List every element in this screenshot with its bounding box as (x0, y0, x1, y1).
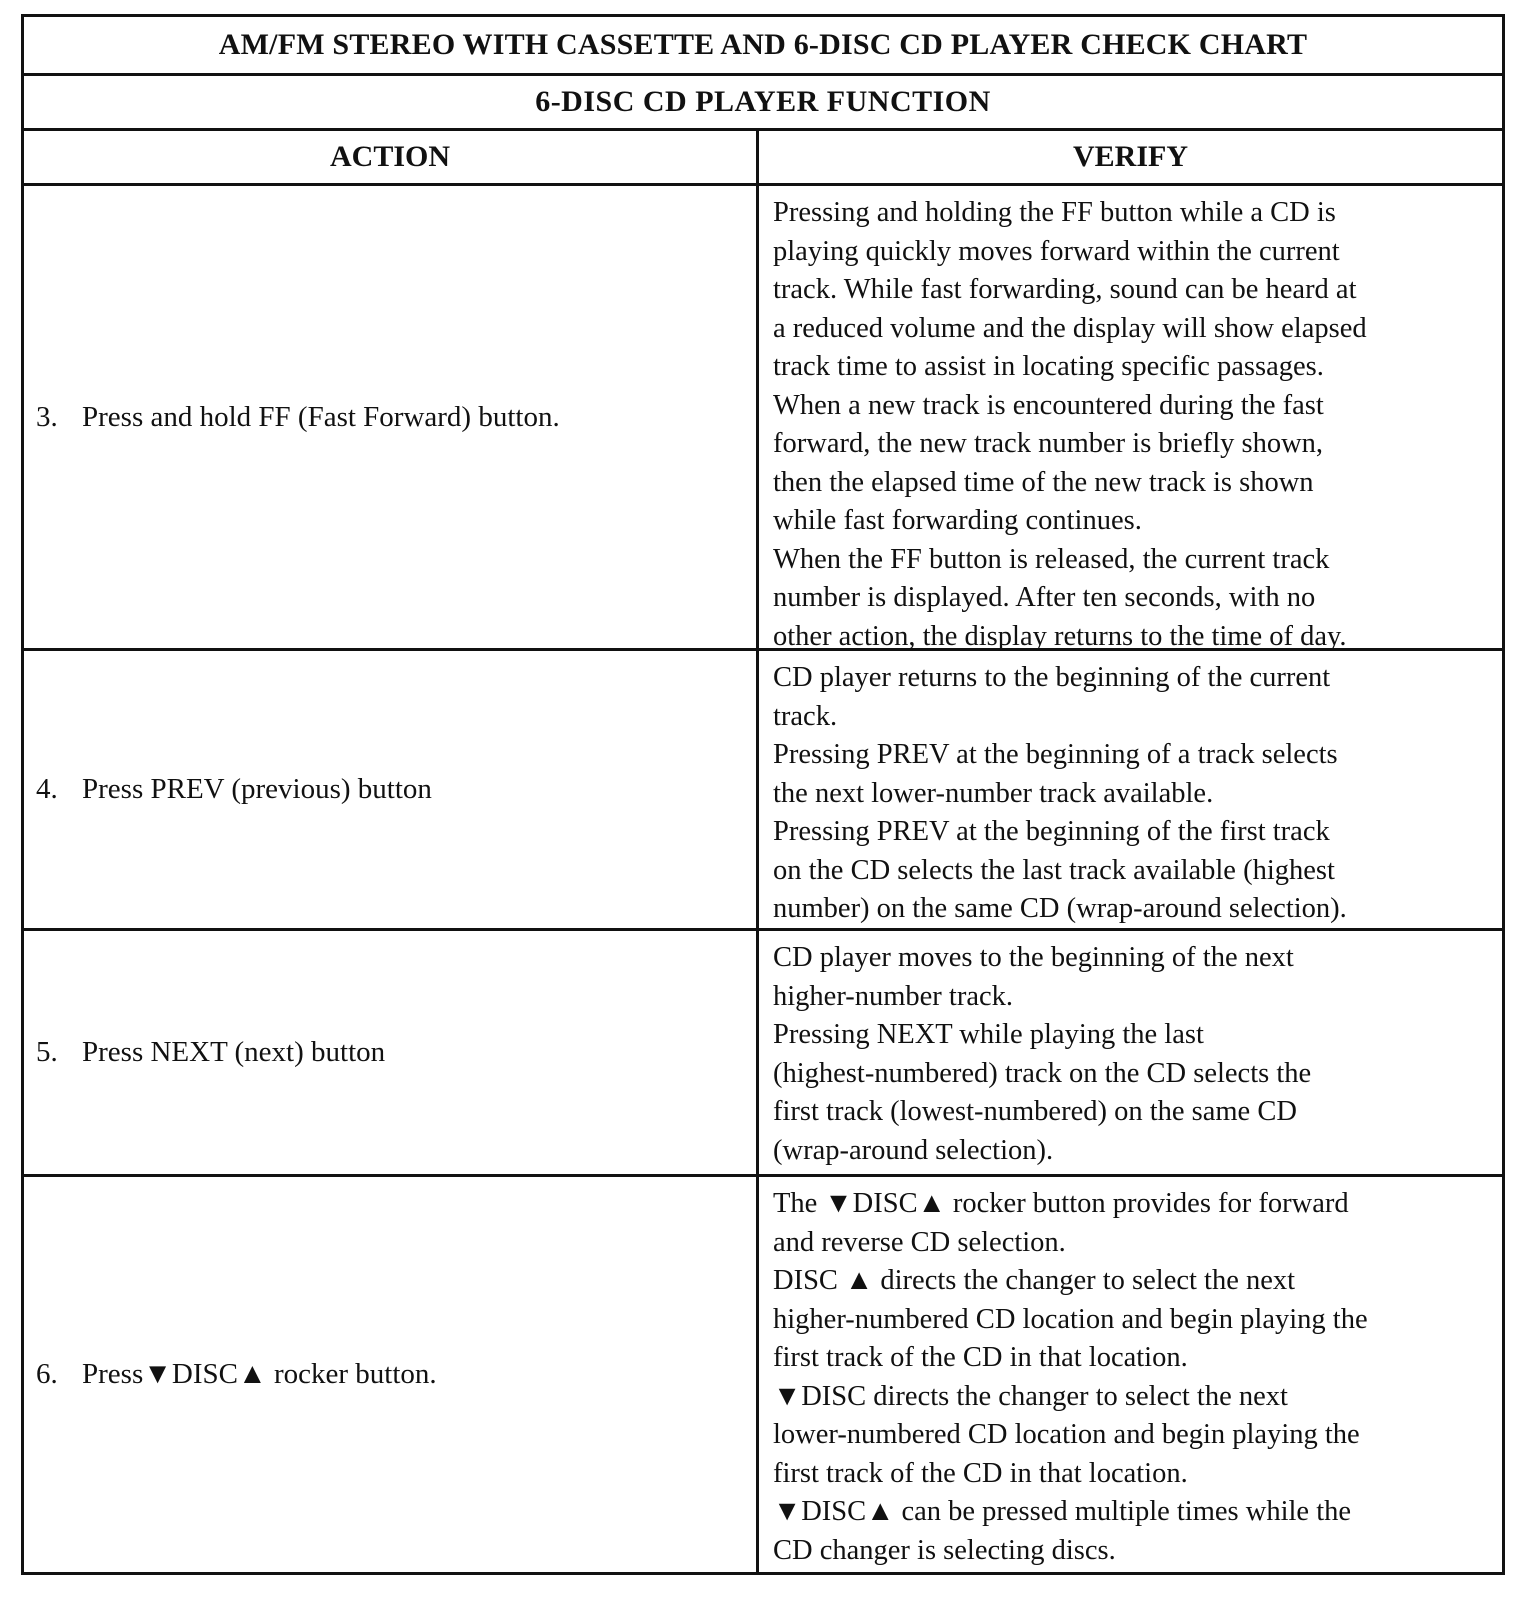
table-row (24, 651, 1502, 931)
action-cell (24, 186, 759, 648)
verify-cell (759, 186, 1502, 652)
table-row (24, 1177, 1502, 1572)
verify-text: CD player moves to the beginning of the next higher-number track. Pressing NEXT while playing the last (highest-numbered) track on the CD selects the first track (lowest-numbered) on the same CD (wrap-around selection). (773, 942, 1312, 1166)
action-text: Press▼DISC▲ rocker button. (82, 1358, 437, 1390)
chart-title: AM/FM STEREO WITH CASSETTE AND 6-DISC CD PLAYER CHECK CHART (24, 17, 1502, 76)
action-cell (24, 651, 759, 928)
step-number: 5. (36, 1036, 58, 1068)
action-text: Press PREV (previous) button (82, 773, 432, 805)
verify-cell (759, 651, 1502, 928)
action-cell (24, 1177, 759, 1572)
action-text: Press NEXT (next) button (82, 1036, 386, 1068)
step-number: 6. (36, 1358, 58, 1390)
verify-text: CD player returns to the beginning of the current track. Pressing PREV at the beginning of a track selects the next lower-number track available. Pressing PREV at the beginning of the first track on the CD selects the last track available (highest number) on the same CD (wrap-around selection). (773, 662, 1347, 924)
step-number: 4. (36, 773, 58, 805)
column-header-row (24, 131, 1502, 186)
table-row (24, 931, 1502, 1177)
verify-column-header: VERIFY (1072, 140, 1188, 173)
action-text: Press and hold FF (Fast Forward) button. (82, 400, 560, 433)
verify-cell (759, 1177, 1502, 1572)
step-number: 3. (36, 400, 58, 433)
table-row (24, 186, 1502, 651)
action-cell (24, 931, 759, 1174)
action-column-header: ACTION (24, 131, 759, 183)
check-chart-table (21, 14, 1505, 1575)
chart-subtitle: 6-DISC CD PLAYER FUNCTION (24, 76, 1502, 131)
verify-text: The ▼DISC▲ rocker button provides for forward and reverse CD selection. DISC ▲ directs the changer to select the next higher-numbered CD location and begin playing the first track of the CD in that location. ▼DISC directs the changer to select the next lower-numbered CD location and begin playing the first track of the CD in that location. ▼DISC▲ can be pressed multiple times while the CD changer is selecting discs. (773, 1188, 1368, 1566)
verify-text: Pressing and holding the FF button while a CD is playing quickly moves forward within the current track. While fast forwarding, sound can be heard at a reduced volume and the display will show elapsed track time to assist in locating specific passages. When a new track is encountered during the fast forward, the new track number is briefly shown, then the elapsed time of the new track is shown while fast forwarding continues. When the FF button is released, the current track number is displayed. After ten seconds, with no other action, the display returns to the time of day. (773, 197, 1367, 652)
verify-cell (759, 931, 1502, 1174)
